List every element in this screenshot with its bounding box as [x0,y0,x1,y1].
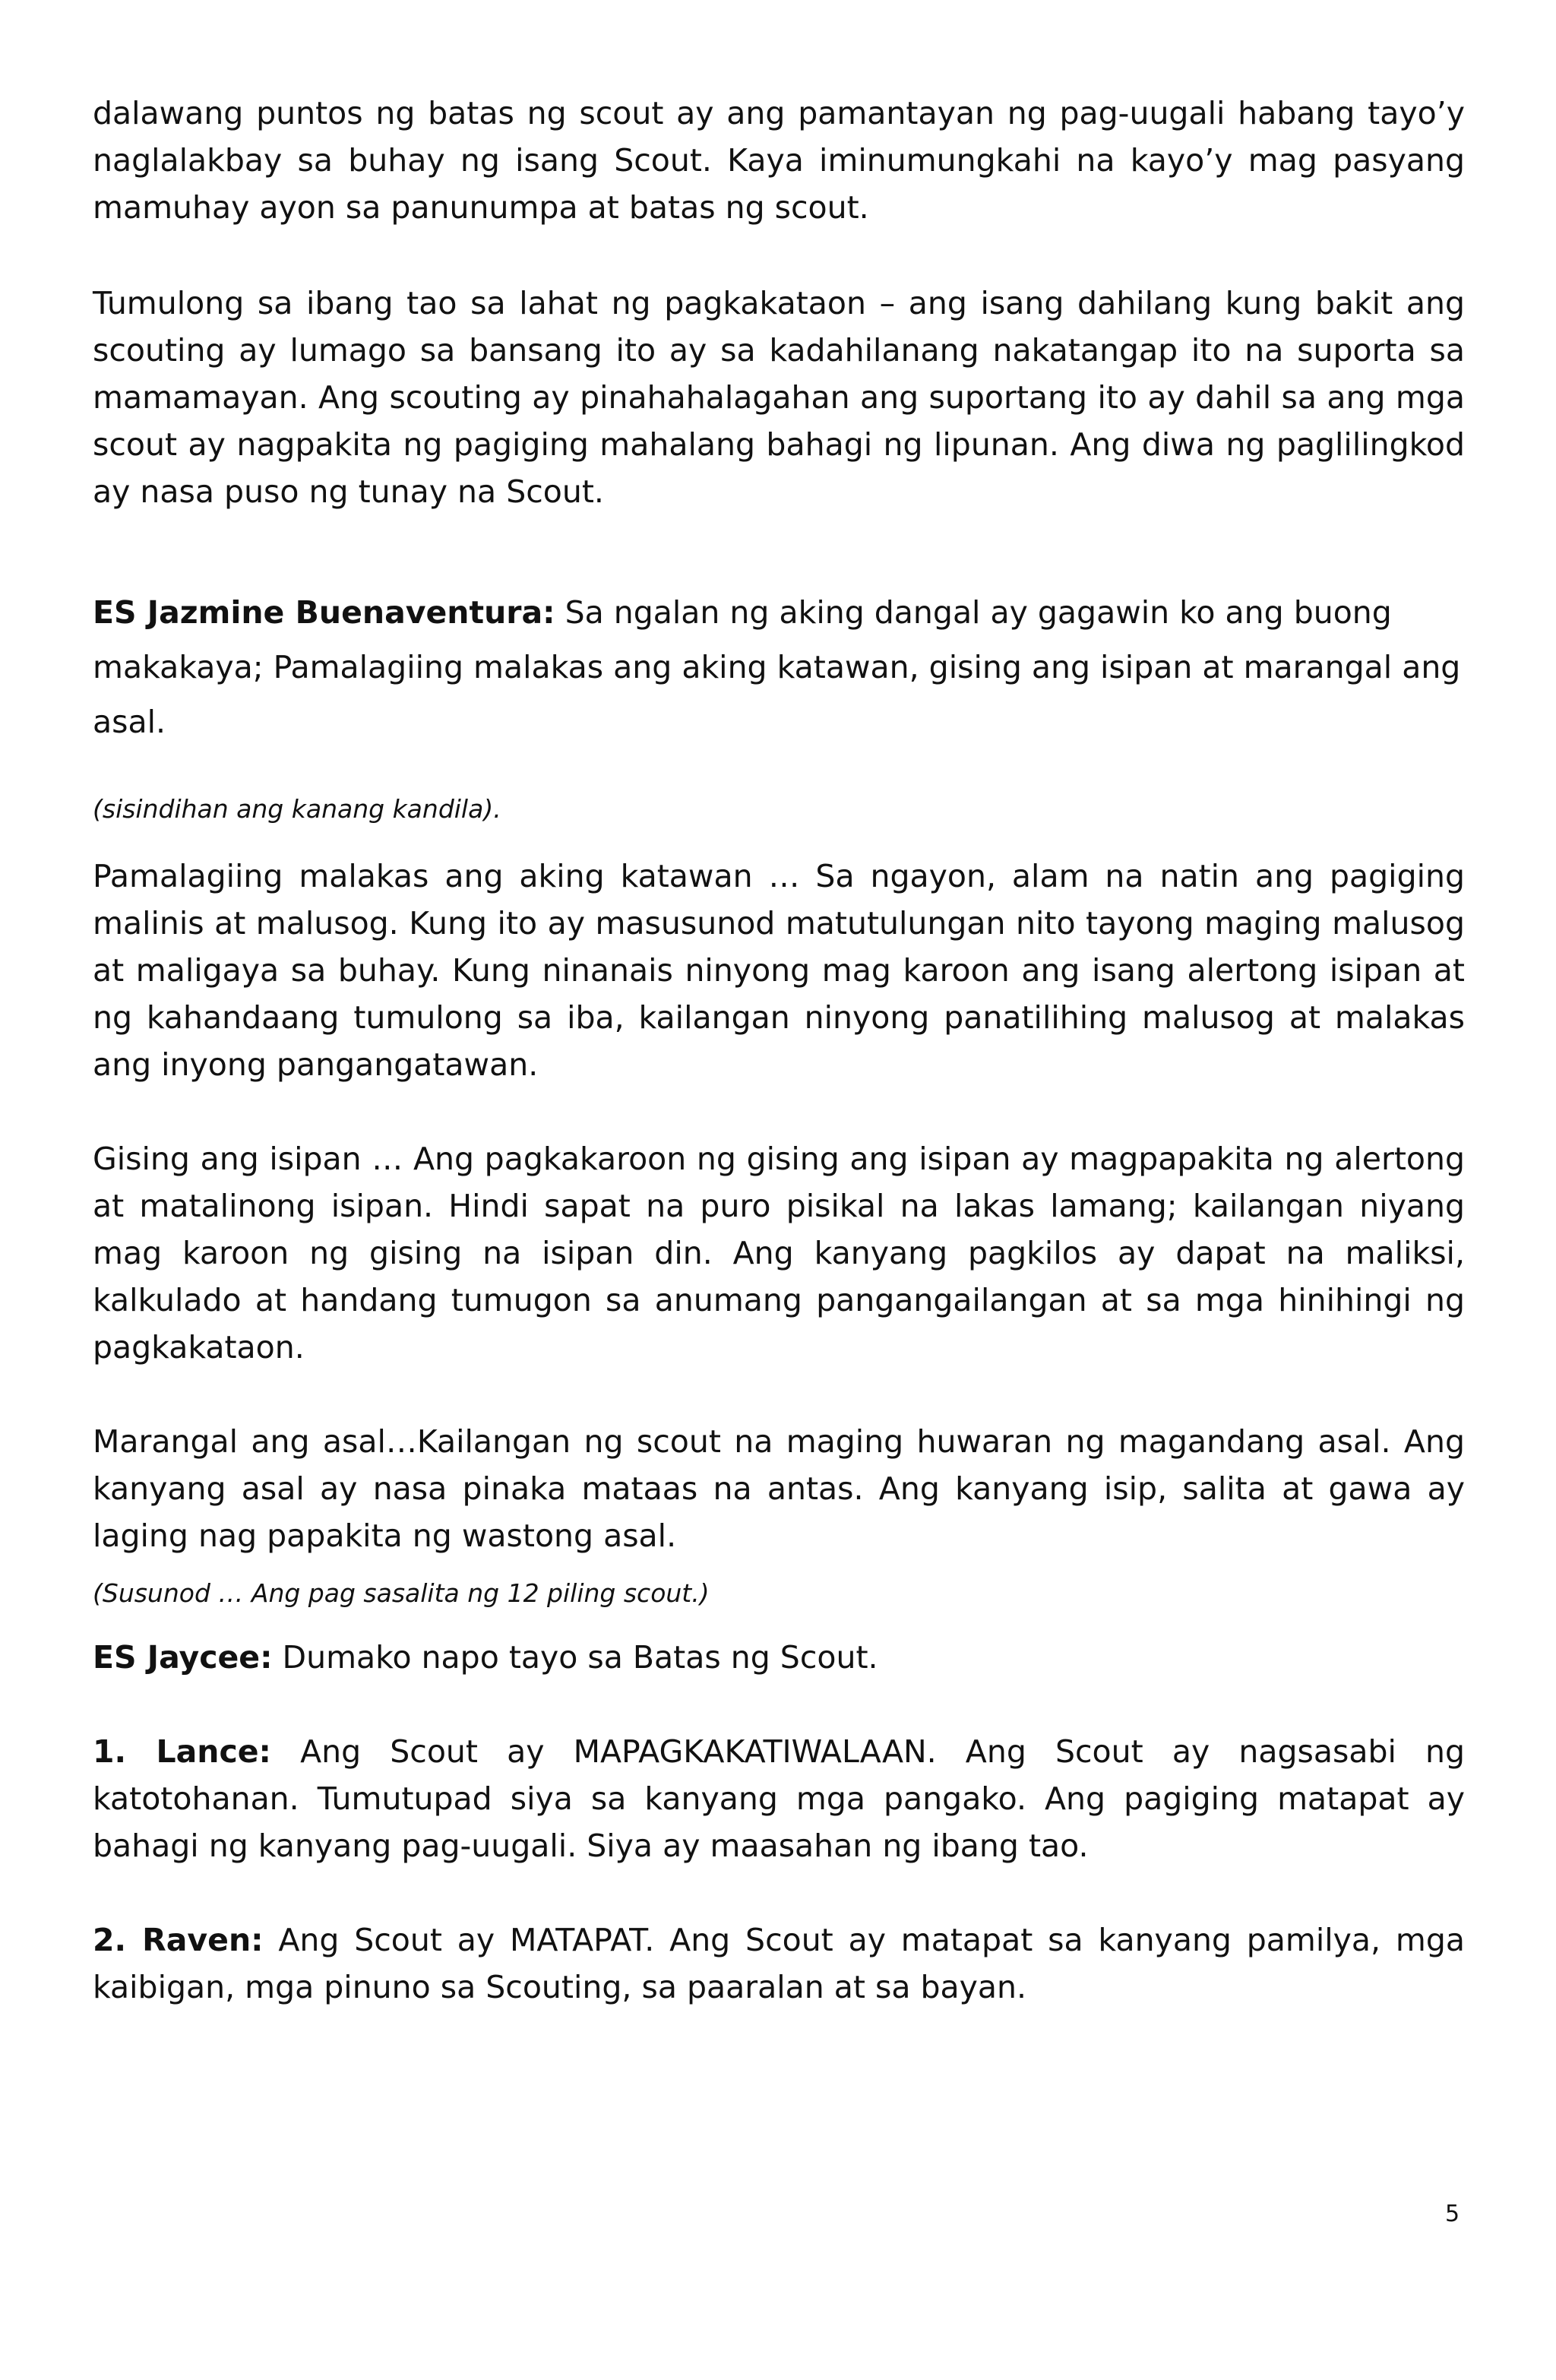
speaker-name: 2. Raven: [93,1922,264,1958]
stage-direction-candle: (sisindihan ang kanang kandila). [93,794,501,824]
speaker-name: ES Jaycee: [93,1639,273,1676]
paragraph-helping-others: Tumulong sa ibang tao sa lahat ng pagkakataon – ang isang dahilang kung bakit ang scouting ay lumago sa bansang ito ay sa kadahilanang nakatangap ito na suporta sa mamamayan. Ang scouting ay pinahahalagahan ang suportang ito ay dahil sa ang mga scout ay nagpakita ng pagiging mahalang bahagi ng lipunan. Ang diwa ng paglilingkod ay nasa puso ng tunay na Scout. [93,285,1465,510]
page-number: 5 [1445,2201,1460,2227]
speech-text: Ang Scout ay MAPAGKAKATIWALAAN. Ang Scout ay nagsasabi ng katotohanan. Tumutupad siya sa kanyang mga pangako. Ang pagiging matapat ay bahagi ng kanyang pag-uugali. Siya ay maasahan ng ibang tao. [93,1733,1465,1864]
stage-direction-next: (Susunod … Ang pag sasalita ng 12 piling scout.) [93,1578,710,1608]
document-page [93,90,1465,2011]
speech-text: Sa ngalan ng aking dangal ay gagawin ko ang buong makakaya; Pamalagiing malakas ang aking katawan, gising ang isipan at marangal ang asal. [93,594,1461,740]
speaker-name: 1. Lance: [93,1733,271,1770]
speech-es-jaycee [93,1634,1465,1681]
paragraph-honorable-conduct: Marangal ang asal…Kailangan ng scout na maging huwaran ng magandang asal. Ang kanyang asal ay nasa pinaka mataas na antas. Ang kanyang isip, salita at gawa ay laging nag papakita ng wastong asal. [93,1423,1465,1554]
scout-law-1-lance [93,1728,1465,1869]
speech-es-jazmine [93,585,1465,749]
paragraph-awake-mind: Gising ang isipan … Ang pagkakaroon ng gising ang isipan ay magpapakita ng alertong at matalinong isipan. Hindi sapat na puro pisikal na lakas lamang; kailangan niyang mag karoon ng gising na isipan din. Ang kanyang pagkilos ay dapat na maliksi, kalkulado at handang tumugon sa anumang pangangailangan at sa mga hinihingi ng pagkakataon. [93,1141,1465,1366]
speech-text: Dumako napo tayo sa Batas ng Scout. [272,1639,878,1676]
paragraph-scout-law-intro: dalawang puntos ng batas ng scout ay ang pamantayan ng pag-uugali habang tayo’y naglalakbay sa buhay ng isang Scout. Kaya iminumungkahi na kayo’y mag pasyang mamuhay ayon sa panunumpa at batas ng scout. [93,95,1465,226]
speaker-name: ES Jazmine Buenaventura: [93,594,555,631]
speech-text: Ang Scout ay MATAPAT. Ang Scout ay matapat sa kanyang pamilya, mga kaibigan, mga pinuno sa Scouting, sa paaralan at sa bayan. [93,1922,1465,2005]
scout-law-2-raven [93,1916,1465,2011]
paragraph-strong-body: Pamalagiing malakas ang aking katawan … Sa ngayon, alam na natin ang pagiging malinis at malusog. Kung ito ay masusunod matutulungan nito tayong maging malusog at maligaya sa buhay. Kung ninanais ninyong mag karoon ang isang alertong isipan at ng kahandaang tumulong sa iba, kailangan ninyong panatilihing malusog at malakas ang inyong pangangatawan. [93,858,1465,1083]
